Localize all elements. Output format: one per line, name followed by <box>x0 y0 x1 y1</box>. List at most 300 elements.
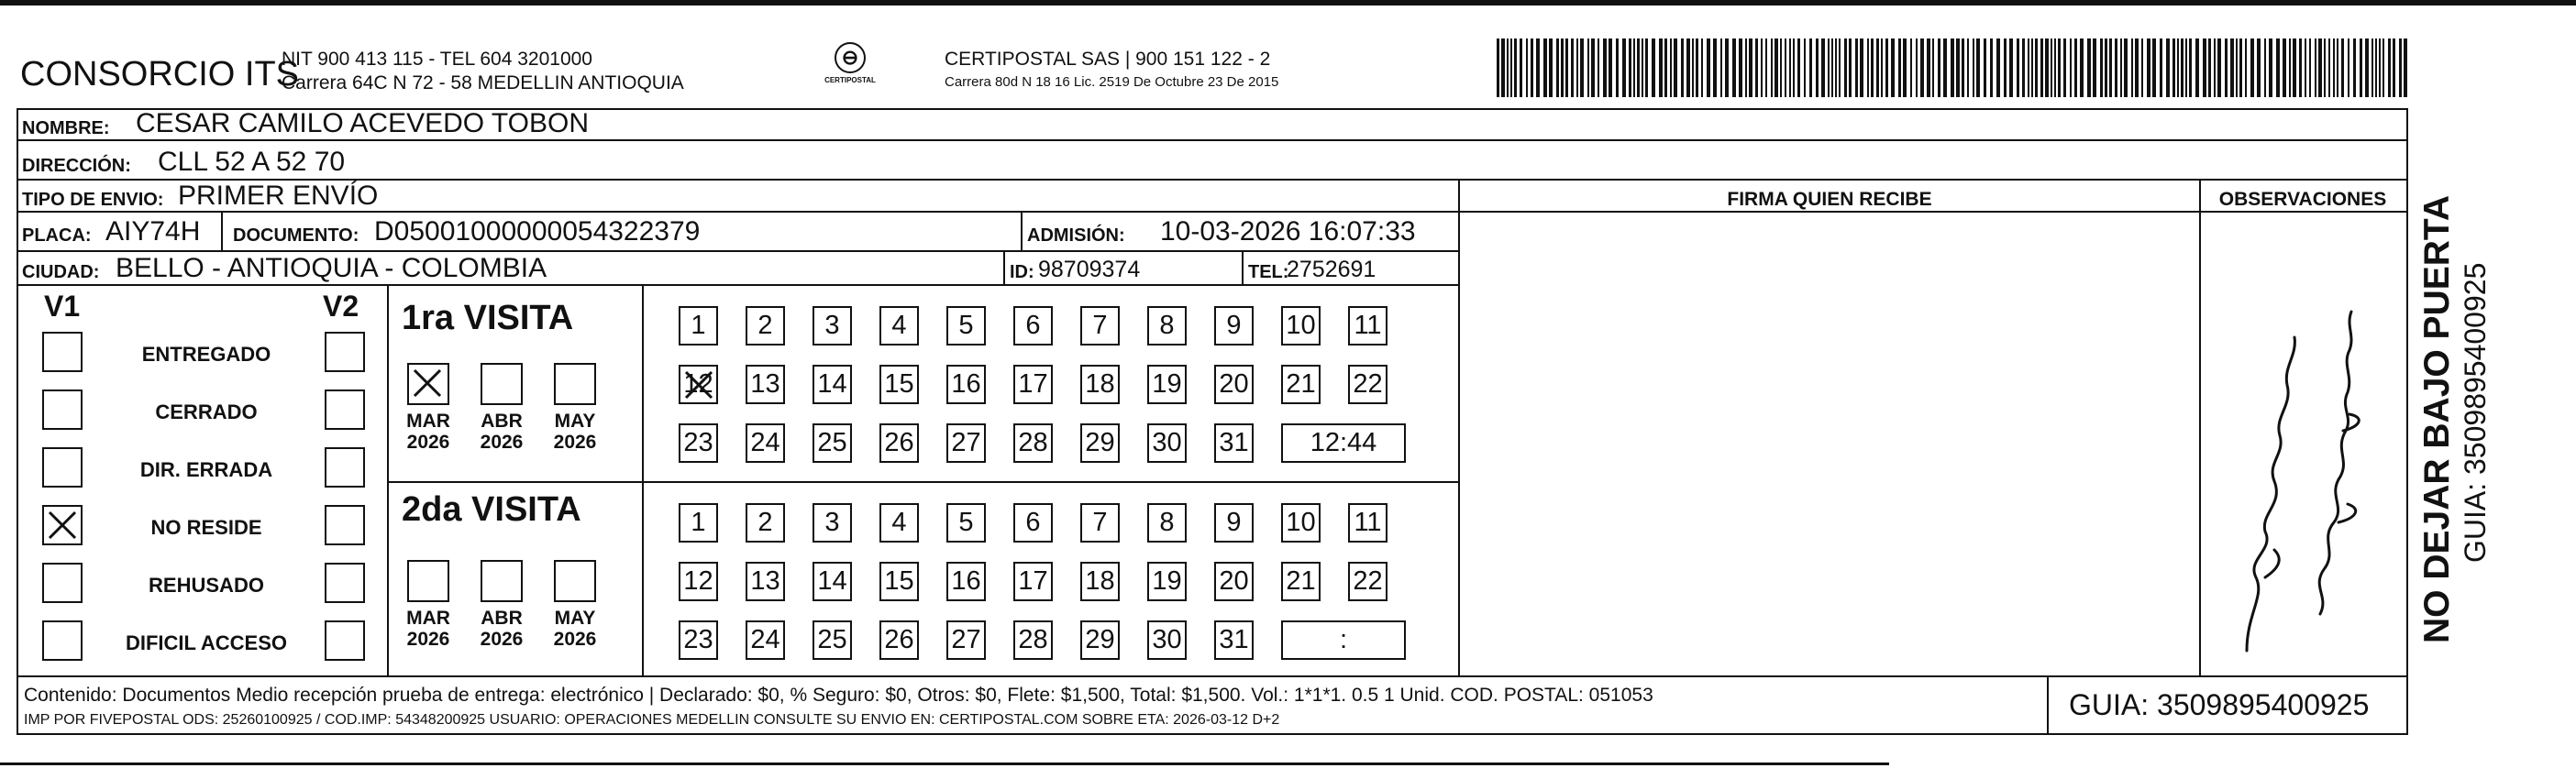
visit1-day-29[interactable]: 29 <box>1080 423 1120 463</box>
firma-header: FIRMA QUIEN RECIBE <box>1727 189 1932 210</box>
barcode-bar <box>2074 38 2077 97</box>
barcode-bar <box>1835 38 1837 97</box>
visit1-day-31[interactable]: 31 <box>1214 423 1254 463</box>
v1-checkbox[interactable] <box>42 620 83 661</box>
visit2-day-17[interactable]: 17 <box>1013 562 1053 601</box>
tel-divider <box>1242 252 1244 284</box>
handwritten-observation <box>2210 247 2394 669</box>
barcode-bar <box>1755 38 1758 97</box>
direccion-label: DIRECCIÓN: <box>22 156 131 176</box>
row-nombre <box>17 108 2408 141</box>
barcode-bar <box>2276 38 2280 97</box>
visit-month-divider <box>642 286 644 675</box>
barcode-bar <box>1670 38 1672 97</box>
barcode-bar <box>1713 38 1717 97</box>
barcode-bar <box>2230 38 2234 97</box>
barcode-bar <box>2031 38 2033 97</box>
barcode-bar <box>2017 38 2019 97</box>
status-label: CERRADO <box>155 400 258 423</box>
barcode-bar <box>1844 38 1847 97</box>
visit2-day-26[interactable]: 26 <box>879 620 919 660</box>
barcode-bar <box>1497 38 1499 97</box>
barcode-bar <box>2120 38 2122 97</box>
barcode-bar <box>1674 38 1677 97</box>
barcode-bar <box>2289 38 2291 97</box>
visit1-day-25[interactable]: 25 <box>813 423 852 463</box>
month-name: MAY <box>554 411 596 432</box>
visit2-month-label <box>400 608 457 650</box>
visit2-day-15[interactable]: 15 <box>879 562 919 601</box>
barcode-bar <box>2250 38 2254 97</box>
visit1-day-5[interactable]: 5 <box>946 306 986 346</box>
visit1-day-13[interactable]: 13 <box>746 365 785 404</box>
courier-address: Carrera 80d N 18 16 Lic. 2519 De Octubre 23 De 2015 <box>945 74 1279 90</box>
barcode-bar <box>1580 38 1584 97</box>
visit2-day-28[interactable]: 28 <box>1013 620 1053 660</box>
barcode-bar <box>1520 38 1522 97</box>
v2-checkbox[interactable] <box>325 505 365 545</box>
visit1-day-6[interactable]: 6 <box>1013 306 1053 346</box>
barcode-bar <box>2063 38 2066 97</box>
month-name: MAR <box>406 608 450 629</box>
visit2-day-7[interactable]: 7 <box>1080 503 1120 543</box>
barcode-bar <box>2195 38 2199 97</box>
barcode-bar <box>2009 38 2013 97</box>
visit2-day-12[interactable]: 12 <box>679 562 718 601</box>
barcode-bar <box>2058 38 2061 97</box>
barcode-bar <box>1664 38 1667 97</box>
visit1-day-12[interactable]: 12 <box>679 365 718 404</box>
barcode-bar <box>1514 38 1517 97</box>
visit2-day-8[interactable]: 8 <box>1147 503 1187 543</box>
barcode-bar <box>1804 38 1806 97</box>
barcode-bar <box>1831 38 1833 97</box>
barcode-bar <box>2269 38 2272 97</box>
logo-text: CERTIPOSTAL <box>824 76 876 84</box>
visit1-day-19[interactable]: 19 <box>1147 365 1187 404</box>
barcode-bar <box>1536 38 1540 97</box>
month-year: 2026 <box>480 629 524 650</box>
barcode-bar <box>1910 38 1912 97</box>
status-label: DIFICIL ACCESO <box>125 631 287 654</box>
visit2-day-22[interactable]: 22 <box>1348 562 1388 601</box>
placa-value: AIY74H <box>105 216 201 247</box>
barcode-bar <box>2353 38 2356 97</box>
visit1-month-label <box>547 411 603 453</box>
visit1-month-checkbox[interactable] <box>554 363 596 405</box>
barcode-bar <box>1855 38 1858 97</box>
barcode-bar <box>2341 38 2344 97</box>
barcode-bar <box>1765 38 1767 97</box>
barcode-bar <box>2131 38 2133 97</box>
barcode-bar <box>1839 38 1841 97</box>
barcode-bar <box>1932 38 1934 97</box>
tipo-label: TIPO DE ENVIO: <box>22 190 164 210</box>
visit2-day-24[interactable]: 24 <box>746 620 785 660</box>
visit1-day-17[interactable]: 17 <box>1013 365 1053 404</box>
barcode-bar <box>2080 38 2084 97</box>
barcode-bar <box>2318 38 2322 97</box>
visit1-day-18[interactable]: 18 <box>1080 365 1120 404</box>
barcode-bar <box>2393 38 2395 97</box>
v1-checkbox[interactable] <box>42 563 83 603</box>
barcode-bar <box>1793 38 1795 97</box>
barcode-bar <box>1725 38 1729 97</box>
placa-label: PLACA: <box>22 225 92 246</box>
barcode-bar <box>1510 38 1512 97</box>
visit1-month-checkbox[interactable] <box>481 363 523 405</box>
footer-imp: IMP POR FIVEPOSTAL ODS: 25260100925 / COD.IMP: 54348200925 USUARIO: OPERACIONES MEDELLIN CONSULTE SU ENVIO EN: CERTIPOSTAL.COM SOBRE ETA: 2026-03-12 D+2 <box>24 712 1280 728</box>
barcode-bar <box>2135 38 2139 97</box>
barcode-bar <box>2293 38 2296 97</box>
v1-checkbox[interactable] <box>42 332 83 372</box>
barcode-bar <box>1771 38 1773 97</box>
visit1-day-1[interactable]: 1 <box>679 306 718 346</box>
barcode-bar <box>1526 38 1528 97</box>
visit2-day-6[interactable]: 6 <box>1013 503 1053 543</box>
barcode-bar <box>1962 38 1964 97</box>
admision-label: ADMISIÓN: <box>1027 225 1125 246</box>
ciudad-value: BELLO - ANTIOQUIA - COLOMBIA <box>116 253 547 283</box>
barcode-bar <box>1903 38 1907 97</box>
barcode-bar <box>1556 38 1559 97</box>
barcode-bar <box>1681 38 1684 97</box>
barcode-bar <box>2239 38 2242 97</box>
barcode-bar <box>1739 38 1742 97</box>
visit1-day-4[interactable]: 4 <box>879 306 919 346</box>
barcode-bar <box>1616 38 1619 97</box>
barcode-bar <box>1629 38 1631 97</box>
barcode-bar <box>2371 38 2373 97</box>
barcode-bar <box>2333 38 2335 97</box>
visit1-day-7[interactable]: 7 <box>1080 306 1120 346</box>
barcode-bar <box>2109 38 2112 97</box>
visit1-day-16[interactable]: 16 <box>946 365 986 404</box>
barcode-bar <box>1507 38 1509 97</box>
placa-divider <box>221 213 223 250</box>
visit1-day-26[interactable]: 26 <box>879 423 919 463</box>
visit1-time-field[interactable]: 12:44 <box>1281 423 1406 463</box>
company-nit: NIT 900 413 115 - TEL 604 3201000 <box>282 49 592 70</box>
visit2-day-4[interactable]: 4 <box>879 503 919 543</box>
barcode-bar <box>1828 38 1830 97</box>
v2-checkbox[interactable] <box>325 620 365 661</box>
month-year: 2026 <box>553 432 597 453</box>
barcode-bar <box>2309 38 2311 97</box>
visit1-month-checkbox[interactable] <box>407 363 449 405</box>
barcode-bar <box>1642 38 1643 97</box>
barcode-bar <box>1587 38 1589 97</box>
visit2-time-field[interactable]: : <box>1281 620 1406 660</box>
barcode-bar <box>2100 38 2103 97</box>
barcode-bar <box>2236 38 2238 97</box>
visit2-day-3[interactable]: 3 <box>813 503 852 543</box>
barcode-bar <box>1720 38 1722 97</box>
visit1-day-30[interactable]: 30 <box>1147 423 1187 463</box>
barcode-bar <box>1501 38 1505 97</box>
footer-guia: GUIA: 3509895400925 <box>2069 688 2370 721</box>
barcode-bar <box>1780 38 1782 97</box>
visit1-month-label <box>473 411 530 453</box>
bottom-line <box>0 763 1889 765</box>
barcode-bar <box>2245 38 2247 97</box>
barcode-bar <box>2379 38 2381 97</box>
barcode-bar <box>1891 38 1895 97</box>
certipostal-logo: ⊖ CERTIPOSTAL <box>818 42 882 97</box>
barcode-bar <box>1871 38 1874 97</box>
barcode-bar <box>1881 38 1883 97</box>
row-placa <box>17 213 1460 252</box>
month-year: 2026 <box>553 629 597 650</box>
barcode-bar <box>1876 38 1879 97</box>
visit2-month-checkbox[interactable] <box>481 560 523 602</box>
visit2-day-13[interactable]: 13 <box>746 562 785 601</box>
visit1-day-14[interactable]: 14 <box>813 365 852 404</box>
v2-checkbox[interactable] <box>325 447 365 488</box>
visit1-title: 1ra VISITA <box>402 299 574 337</box>
barcode-bar <box>1576 38 1578 97</box>
barcode-bar <box>1785 38 1786 97</box>
barcode-bar <box>2189 38 2192 97</box>
status-label: DIR. ERRADA <box>139 458 273 481</box>
barcode-bar <box>1867 38 1869 97</box>
v2-checkbox[interactable] <box>325 563 365 603</box>
visit1-day-3[interactable]: 3 <box>813 306 852 346</box>
visit1-day-22[interactable]: 22 <box>1348 365 1388 404</box>
barcode-bar <box>1571 38 1574 97</box>
visit2-day-10[interactable]: 10 <box>1281 503 1321 543</box>
visit2-day-11[interactable]: 11 <box>1348 503 1388 543</box>
barcode-bar <box>2375 38 2377 97</box>
barcode-bar <box>2093 38 2096 97</box>
month-name: MAY <box>554 608 596 629</box>
barcode-bar <box>2004 38 2007 97</box>
visit1-day-28[interactable]: 28 <box>1013 423 1053 463</box>
barcode-bar <box>2203 38 2206 97</box>
barcode-bar <box>2264 38 2266 97</box>
barcode-bar <box>2225 38 2228 97</box>
barcode-bar <box>1916 38 1918 97</box>
barcode-bar <box>2185 38 2187 97</box>
barcode-bar <box>1973 38 1974 97</box>
visit1-day-2[interactable]: 2 <box>746 306 785 346</box>
visit2-day-27[interactable]: 27 <box>946 620 986 660</box>
side-guia: GUIA: 3509895400925 <box>2459 262 2492 563</box>
status-label: NO RESIDE <box>150 516 262 539</box>
month-name: ABR <box>481 608 523 629</box>
barcode-bar <box>1927 38 1930 97</box>
ciudad-label: CIUDAD: <box>22 262 100 282</box>
visit1-month-label <box>400 411 457 453</box>
barcode-bar <box>2324 38 2326 97</box>
barcode-bar <box>1622 38 1626 97</box>
visit1-day-11[interactable]: 11 <box>1348 306 1388 346</box>
visit2-day-9[interactable]: 9 <box>1214 503 1254 543</box>
barcode-bar <box>2070 38 2072 97</box>
barcode-bar <box>2383 38 2384 97</box>
barcode-bar <box>2348 38 2349 97</box>
barcode-bar <box>1943 38 1947 97</box>
barcode-bar <box>1990 38 1993 97</box>
barcode-bar <box>2214 38 2216 97</box>
admision-value: 10-03-2026 16:07:33 <box>1160 216 1416 247</box>
barcode-bar <box>1761 38 1763 97</box>
barcode-bar <box>1692 38 1694 97</box>
barcode-bar <box>2040 38 2043 97</box>
barcode-bar <box>1996 38 2000 97</box>
visit2-day-16[interactable]: 16 <box>946 562 986 601</box>
company-address: Carrera 64C N 72 - 58 MEDELLIN ANTIOQUIA <box>282 72 684 93</box>
barcode-bar <box>1860 38 1863 97</box>
visit2-month-checkbox[interactable] <box>554 560 596 602</box>
visit1-day-10[interactable]: 10 <box>1281 306 1321 346</box>
visit2-day-2[interactable]: 2 <box>746 503 785 543</box>
barcode-bar <box>2115 38 2117 97</box>
barcode-bar <box>1898 38 1901 97</box>
visit2-month-label <box>547 608 603 650</box>
barcode-bar <box>1561 38 1564 97</box>
visit1-day-9[interactable]: 9 <box>1214 306 1254 346</box>
month-year: 2026 <box>406 629 450 650</box>
visit2-day-1[interactable]: 1 <box>679 503 718 543</box>
barcode-bar <box>2124 38 2128 97</box>
barcode-bar <box>1789 38 1791 97</box>
visit2-day-29[interactable]: 29 <box>1080 620 1120 660</box>
visit1-day-21[interactable]: 21 <box>1281 365 1321 404</box>
visit2-day-25[interactable]: 25 <box>813 620 852 660</box>
observaciones-header: OBSERVACIONES <box>2218 189 2387 210</box>
tel-value: 2752691 <box>1287 257 1376 282</box>
id-value: 98709374 <box>1038 257 1141 282</box>
barcode-bar <box>1696 38 1698 97</box>
observaciones-column-left-border <box>2199 181 2201 675</box>
v2-checkbox[interactable] <box>325 332 365 372</box>
v1-checkbox[interactable] <box>42 389 83 430</box>
month-name: MAR <box>406 411 450 432</box>
barcode-bar <box>2388 38 2391 97</box>
barcode-bar <box>2217 38 2221 97</box>
visit1-day-27[interactable]: 27 <box>946 423 986 463</box>
visit2-day-31[interactable]: 31 <box>1214 620 1254 660</box>
barcode-bar <box>1591 38 1595 97</box>
barcode-bar <box>1549 38 1553 97</box>
visit1-day-8[interactable]: 8 <box>1147 306 1187 346</box>
row-direccion <box>17 141 2408 181</box>
barcode-bar <box>2054 38 2056 97</box>
visit2-title: 2da VISITA <box>402 490 581 529</box>
barcode-bar <box>2399 38 2402 97</box>
barcode-bar <box>2360 38 2362 97</box>
barcode-bar <box>1686 38 1690 97</box>
barcode-bar <box>1967 38 1969 97</box>
admision-divider <box>1021 213 1023 250</box>
id-label: ID: <box>1010 262 1034 282</box>
x-mark <box>44 507 81 543</box>
month-name: ABR <box>481 411 523 432</box>
v1-checkbox[interactable] <box>42 447 83 488</box>
nombre-value: CESAR CAMILO ACEVEDO TOBON <box>136 108 590 138</box>
v1-checkbox[interactable] <box>42 505 83 545</box>
courier-info: CERTIPOSTAL SAS | 900 151 122 - 2 <box>945 49 1271 70</box>
barcode-bar <box>2404 38 2407 97</box>
x-mark <box>680 367 717 403</box>
visit2-day-21[interactable]: 21 <box>1281 562 1321 601</box>
barcode-bar <box>1659 38 1663 97</box>
visit1-day-20[interactable]: 20 <box>1214 365 1254 404</box>
visit-divider <box>389 481 1460 483</box>
barcode-bar <box>1920 38 1924 97</box>
barcode-bar <box>1652 38 1655 97</box>
barcode-bar <box>1543 38 1547 97</box>
barcode-bar <box>1701 38 1703 97</box>
barcode-bar <box>1565 38 1568 97</box>
barcode-bar <box>1609 38 1612 97</box>
barcode-bar <box>2337 38 2338 97</box>
barcode-bar <box>1531 38 1533 97</box>
top-border <box>0 0 2576 5</box>
visit2-day-14[interactable]: 14 <box>813 562 852 601</box>
visit2-day-5[interactable]: 5 <box>946 503 986 543</box>
barcode-bar <box>2181 38 2184 97</box>
company-name: CONSORCIO ITS <box>20 55 300 93</box>
barcode-bar <box>1732 38 1736 97</box>
visit2-day-18[interactable]: 18 <box>1080 562 1120 601</box>
visit2-day-23[interactable]: 23 <box>679 620 718 660</box>
barcode-bar <box>2045 38 2049 97</box>
barcode-bar <box>2035 38 2038 97</box>
barcode-bar <box>2283 38 2286 97</box>
visit2-day-19[interactable]: 19 <box>1147 562 1187 601</box>
month-year: 2026 <box>480 432 524 453</box>
visit2-day-20[interactable]: 20 <box>1214 562 1254 601</box>
visit1-day-23[interactable]: 23 <box>679 423 718 463</box>
visit1-day-15[interactable]: 15 <box>879 365 919 404</box>
barcode-bar <box>2177 38 2179 97</box>
barcode-bar <box>2141 38 2143 97</box>
barcode-bar <box>1603 38 1607 97</box>
barcode-bar <box>2257 38 2261 97</box>
barcode-bar <box>2365 38 2369 97</box>
x-mark <box>409 365 446 401</box>
barcode-bar <box>1849 38 1852 97</box>
barcode-bar <box>2147 38 2150 97</box>
visit2-month-checkbox[interactable] <box>407 560 449 602</box>
barcode-bar <box>2305 38 2306 97</box>
footer-contenido: Contenido: Documentos Medio recepción prueba de entrega: electrónico | Declarado: $0, % Seguro: $0, Otros: $0, Flete: $1,500, Total: $1,500. Vol.: 1*1*1. 0.5 1 Unid. COD. POSTAL: 051053 <box>24 685 1653 706</box>
barcode-bar <box>2028 38 2029 97</box>
visit1-day-24[interactable]: 24 <box>746 423 785 463</box>
barcode-bar <box>2105 38 2107 97</box>
barcode-bar <box>2208 38 2211 97</box>
v2-checkbox[interactable] <box>325 389 365 430</box>
barcode-bar <box>2328 38 2330 97</box>
visit2-month-label <box>473 608 530 650</box>
barcode-bar <box>1984 38 1986 97</box>
barcode-bar <box>1809 38 1812 97</box>
direccion-value: CLL 52 A 52 70 <box>158 147 346 177</box>
barcode-bar <box>1633 38 1635 97</box>
visit2-day-30[interactable]: 30 <box>1147 620 1187 660</box>
barcode-bar <box>2160 38 2162 97</box>
barcode-bar <box>1598 38 1599 97</box>
barcode-bar <box>2051 38 2052 97</box>
barcode-bar <box>1951 38 1954 97</box>
status-label: REHUSADO <box>149 574 264 597</box>
month-year: 2026 <box>406 432 450 453</box>
barcode-bar <box>2022 38 2025 97</box>
barcode-bar <box>1637 38 1640 97</box>
barcode-bar <box>2299 38 2302 97</box>
